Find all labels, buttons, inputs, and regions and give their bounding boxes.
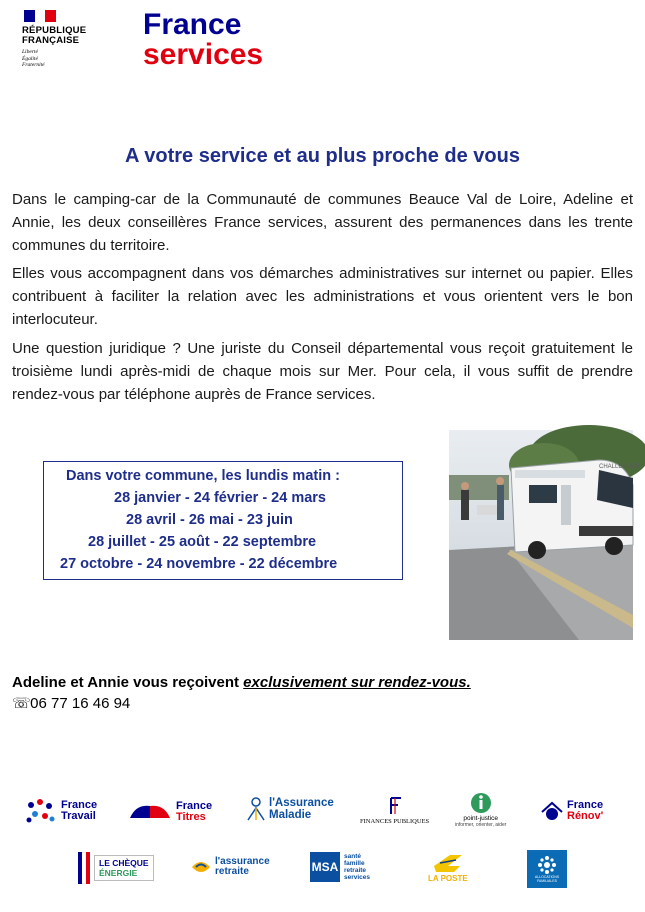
page-title: A votre service et au plus proche de vous <box>125 145 520 167</box>
phone-number[interactable]: 06 77 16 46 94 <box>30 695 131 712</box>
french-flag-icon <box>24 10 56 22</box>
appointment-emphasis: exclusivement sur rendez-vous. <box>243 674 471 691</box>
france-titres-logo: France Titres <box>128 801 212 823</box>
camping-car-photo <box>449 430 640 640</box>
french-flag-icon <box>78 852 90 884</box>
schedule-line: 28 juillet - 25 août - 22 septembre <box>88 534 317 550</box>
france-travail-icon <box>25 797 57 825</box>
camping-car-icon <box>511 460 640 559</box>
point-justice-logo: point-justice informer, orienter, aider <box>455 792 506 828</box>
van-label: CHALLENGER <box>599 464 640 470</box>
la-poste-icon <box>430 852 466 874</box>
caf-icon <box>537 855 557 875</box>
schedule-line: 27 octobre - 24 novembre - 22 décembre <box>60 556 338 572</box>
finances-publiques-icon <box>386 796 404 816</box>
republique-francaise-logo <box>18 10 113 69</box>
intro-paragraph: Dans le camping-car de la Communauté de communes Beauce Val de Loire, Adeline et Annie, les deux conseillères France services, assurent des permanences dans les trente communes du territoire. <box>12 191 633 254</box>
france-renov-logo: France Rénov' <box>540 800 603 822</box>
la-poste-logo: LA POSTE <box>428 852 468 883</box>
schedule-box <box>43 461 403 580</box>
assurance-maladie-logo: l'Assurance Maladie <box>245 796 334 822</box>
support-paragraph: Elles vous accompagnent dans vos démarches administratives sur internet ou papier. Elles contribuent à faciliter la relation avec les administrations et vous orientent vers le bon interlocuteur. <box>12 265 633 328</box>
republique-name: RÉPUBLIQUE FRANÇAISE <box>22 25 87 46</box>
schedule-heading: Dans votre commune, les lundis matin : <box>66 468 340 484</box>
assurance-maladie-icon <box>245 796 267 822</box>
finances-publiques-logo: FINANCES PUBLIQUES <box>360 796 429 825</box>
phone-line <box>12 694 130 712</box>
schedule-line: 28 avril - 26 mai - 23 juin <box>126 512 293 528</box>
camping-car-illustration <box>449 430 640 640</box>
schedule-line: 28 janvier - 24 février - 24 mars <box>114 490 326 506</box>
msa-icon: MSA <box>310 852 340 882</box>
appointment-notice <box>12 674 471 691</box>
caf-logo: ALLOCATIONS FAMILIALES <box>527 850 567 888</box>
france-titres-icon <box>128 802 172 822</box>
msa-logo: MSA santé famille retraite services <box>311 853 371 881</box>
phone-icon: ☏ <box>12 695 31 712</box>
house-icon <box>540 800 564 822</box>
appointment-notice-text: Adeline et Annie vous reçoivent <box>12 674 244 691</box>
assurance-retraite-logo: l'assurance retraite <box>190 857 270 877</box>
republique-motto: Liberté Égalité Fraternité <box>22 49 45 68</box>
legal-paragraph: Une question juridique ? Une juriste du Conseil départemental vous reçoit gratuitement le troisième lundi après-midi de chaque mois sur Mer. Pour cela, il vous suffit de prendre rendez-vous par téléphone auprès de France services. <box>12 340 633 403</box>
assurance-retraite-icon <box>190 857 212 877</box>
brand-line-1: France <box>143 8 242 41</box>
brand-line-2: services <box>143 38 264 71</box>
france-travail-logo: France Travail <box>25 797 97 825</box>
france-services-logo <box>143 10 263 70</box>
cheque-energie-logo: LE CHÈQUE ÉNERGIE <box>78 852 154 884</box>
point-justice-icon <box>470 792 492 814</box>
